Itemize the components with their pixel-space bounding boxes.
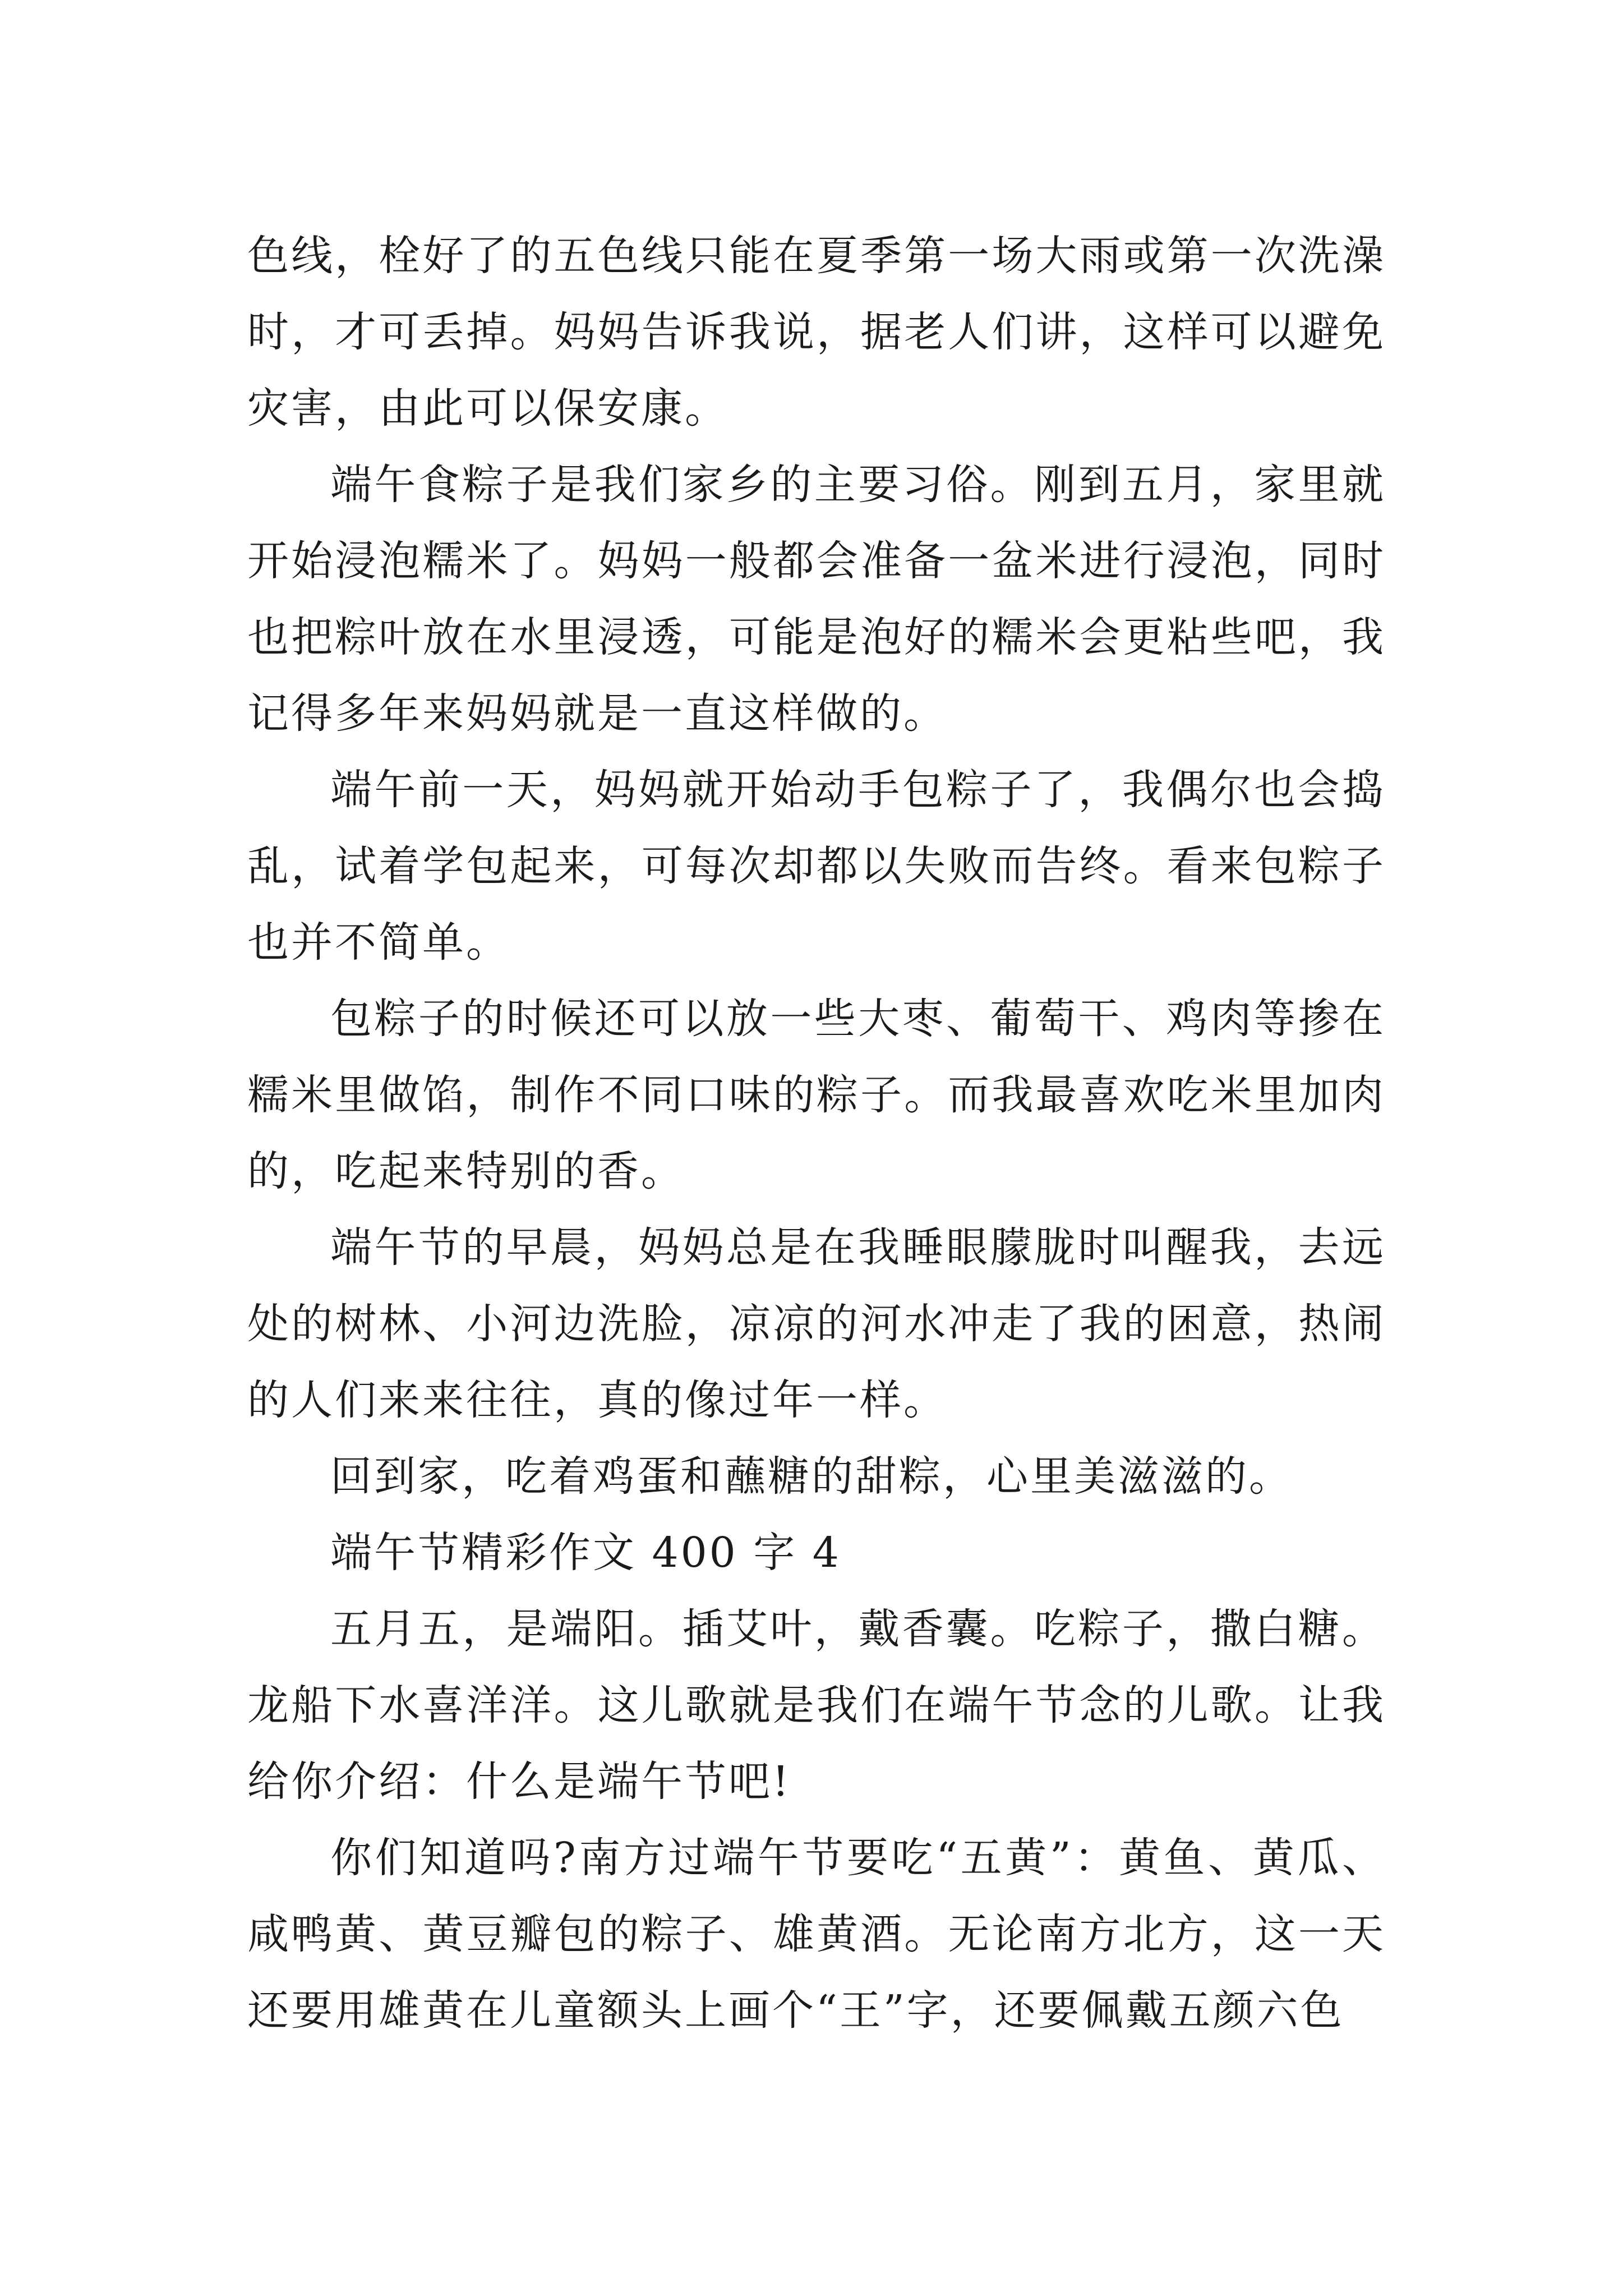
paragraph: 色线，栓好了的五色线只能在夏季第一场大雨或第一次洗澡时，才可丢掉。妈妈告诉我说，据老人们讲，这样可以避免灾害，由此可以保安康。	[247, 232, 1386, 432]
document-body	[247, 218, 1386, 2049]
paragraph: 五月五，是端阳。插艾叶，戴香囊。吃粽子，撒白糖。龙船下水喜洋洋。这儿歌就是我们在端午节念的儿歌。让我给你介绍：什么是端午节吧!	[247, 1605, 1386, 1806]
paragraph: 回到家，吃着鸡蛋和蘸糖的甜粽，心里美滋滋的。	[330, 1452, 1293, 1501]
paragraph: 你们知道吗?南方过端午节要吃“五黄”：黄鱼、黄瓜、咸鸭黄、黄豆瓣包的粽子、雄黄酒。无论南方北方，这一天还要用雄黄在儿童额头上画个“王”字，还要佩戴五颜六色	[247, 1834, 1386, 2035]
paragraph: 端午节的早晨，妈妈总是在我睡眼朦胧时叫醒我，去远处的树林、小河边洗脸，凉凉的河水冲走了我的困意，热闹的人们来来往往，真的像过年一样。	[247, 1223, 1386, 1424]
section-title: 端午节精彩作文 400 字 4	[330, 1529, 841, 1577]
paragraph: 包粽子的时候还可以放一些大枣、葡萄干、鸡肉等掺在糯米里做馅，制作不同口味的粽子。而我最喜欢吃米里加肉的，吃起来特别的香。	[247, 995, 1386, 1195]
paragraph: 端午前一天，妈妈就开始动手包粽子了，我偶尔也会捣乱，试着学包起来，可每次却都以失败而告终。看来包粽子也并不简单。	[247, 766, 1386, 967]
paragraph: 端午食粽子是我们家乡的主要习俗。刚到五月，家里就开始浸泡糯米了。妈妈一般都会准备一盆米进行浸泡，同时也把粽叶放在水里浸透，可能是泡好的糯米会更粘些吧，我记得多年来妈妈就是一直这样做的。	[247, 461, 1386, 738]
